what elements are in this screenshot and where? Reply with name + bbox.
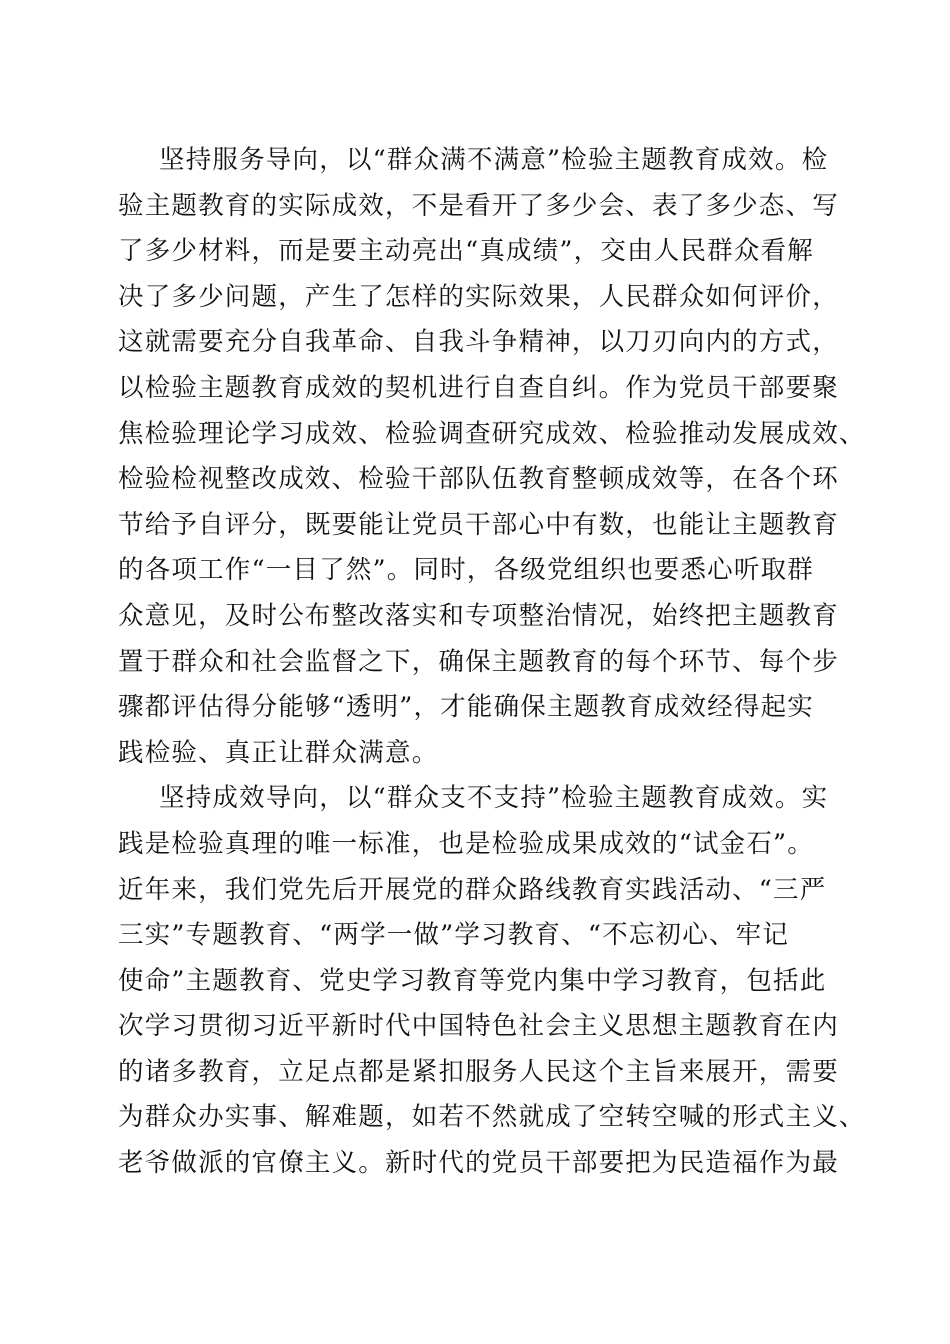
text-line: 践检验、真正让群众满意。 <box>118 737 439 768</box>
text-line: 三实”专题教育、“两学一做”学习教育、“不忘初心、牢记 <box>118 920 790 951</box>
text-line: 检验检视整改成效、检验干部队伍教育整顿成效等，在各个环 <box>118 464 839 495</box>
text-line: 践是检验真理的唯一标准，也是检验成果成效的“试金石”。 <box>118 828 814 859</box>
text-line: 坚持服务导向，以“群众满不满意”检验主题教育成效。检 <box>159 145 829 175</box>
text-line: 验主题教育的实际成效，不是看开了多少会、表了多少态、写 <box>118 190 839 221</box>
text-line: 老爷做派的官僚主义。新时代的党员干部要把为民造福作为最 <box>118 1148 839 1179</box>
document-body <box>118 138 866 1187</box>
text-line: 以检验主题教育成效的契机进行自查自纠。作为党员干部要聚 <box>118 372 839 403</box>
text-line: 坚持成效导向，以“群众支不支持”检验主题教育成效。实 <box>159 783 829 814</box>
text-line: 为群众办实事、解难题，如若不然就成了空转空喊的形式主义、 <box>118 1102 866 1133</box>
text-line: 众意见，及时公布整改落实和专项整治情况，始终把主题教育 <box>118 600 839 631</box>
text-line: 的各项工作“一目了然”。同时，各级党组织也要悉心听取群 <box>118 555 814 586</box>
text-line: 骤都评估得分能够“透明”，才能确保主题教育成效经得起实 <box>118 692 814 723</box>
text-line: 的诸多教育，立足点都是紧扣服务人民这个主旨来展开，需要 <box>118 1056 839 1087</box>
text-line: 使命”主题教育、党史学习教育等党内集中学习教育，包括此 <box>118 965 827 996</box>
text-line: 置于群众和社会监督之下，确保主题教育的每个环节、每个步 <box>118 646 839 677</box>
text-line: 焦检验理论学习成效、检验调查研究成效、检验推动发展成效、 <box>118 418 866 449</box>
text-line: 节给予自评分，既要能让党员干部心中有数，也能让主题教育 <box>118 509 839 540</box>
paragraph-effect-orientation <box>118 776 866 1186</box>
text-line: 次学习贯彻习近平新时代中国特色社会主义思想主题教育在内 <box>118 1011 839 1042</box>
paragraph-service-orientation <box>118 138 866 776</box>
text-line: 这就需要充分自我革命、自我斗争精神，以刀刃向内的方式， <box>118 327 839 358</box>
text-line: 决了多少问题，产生了怎样的实际效果，人民群众如何评价， <box>118 281 839 312</box>
text-line: 近年来，我们党先后开展党的群众路线教育实践活动、“三严 <box>118 874 827 905</box>
text-line: 了多少材料，而是要主动亮出“真成绩”，交由人民群众看解 <box>118 236 814 267</box>
